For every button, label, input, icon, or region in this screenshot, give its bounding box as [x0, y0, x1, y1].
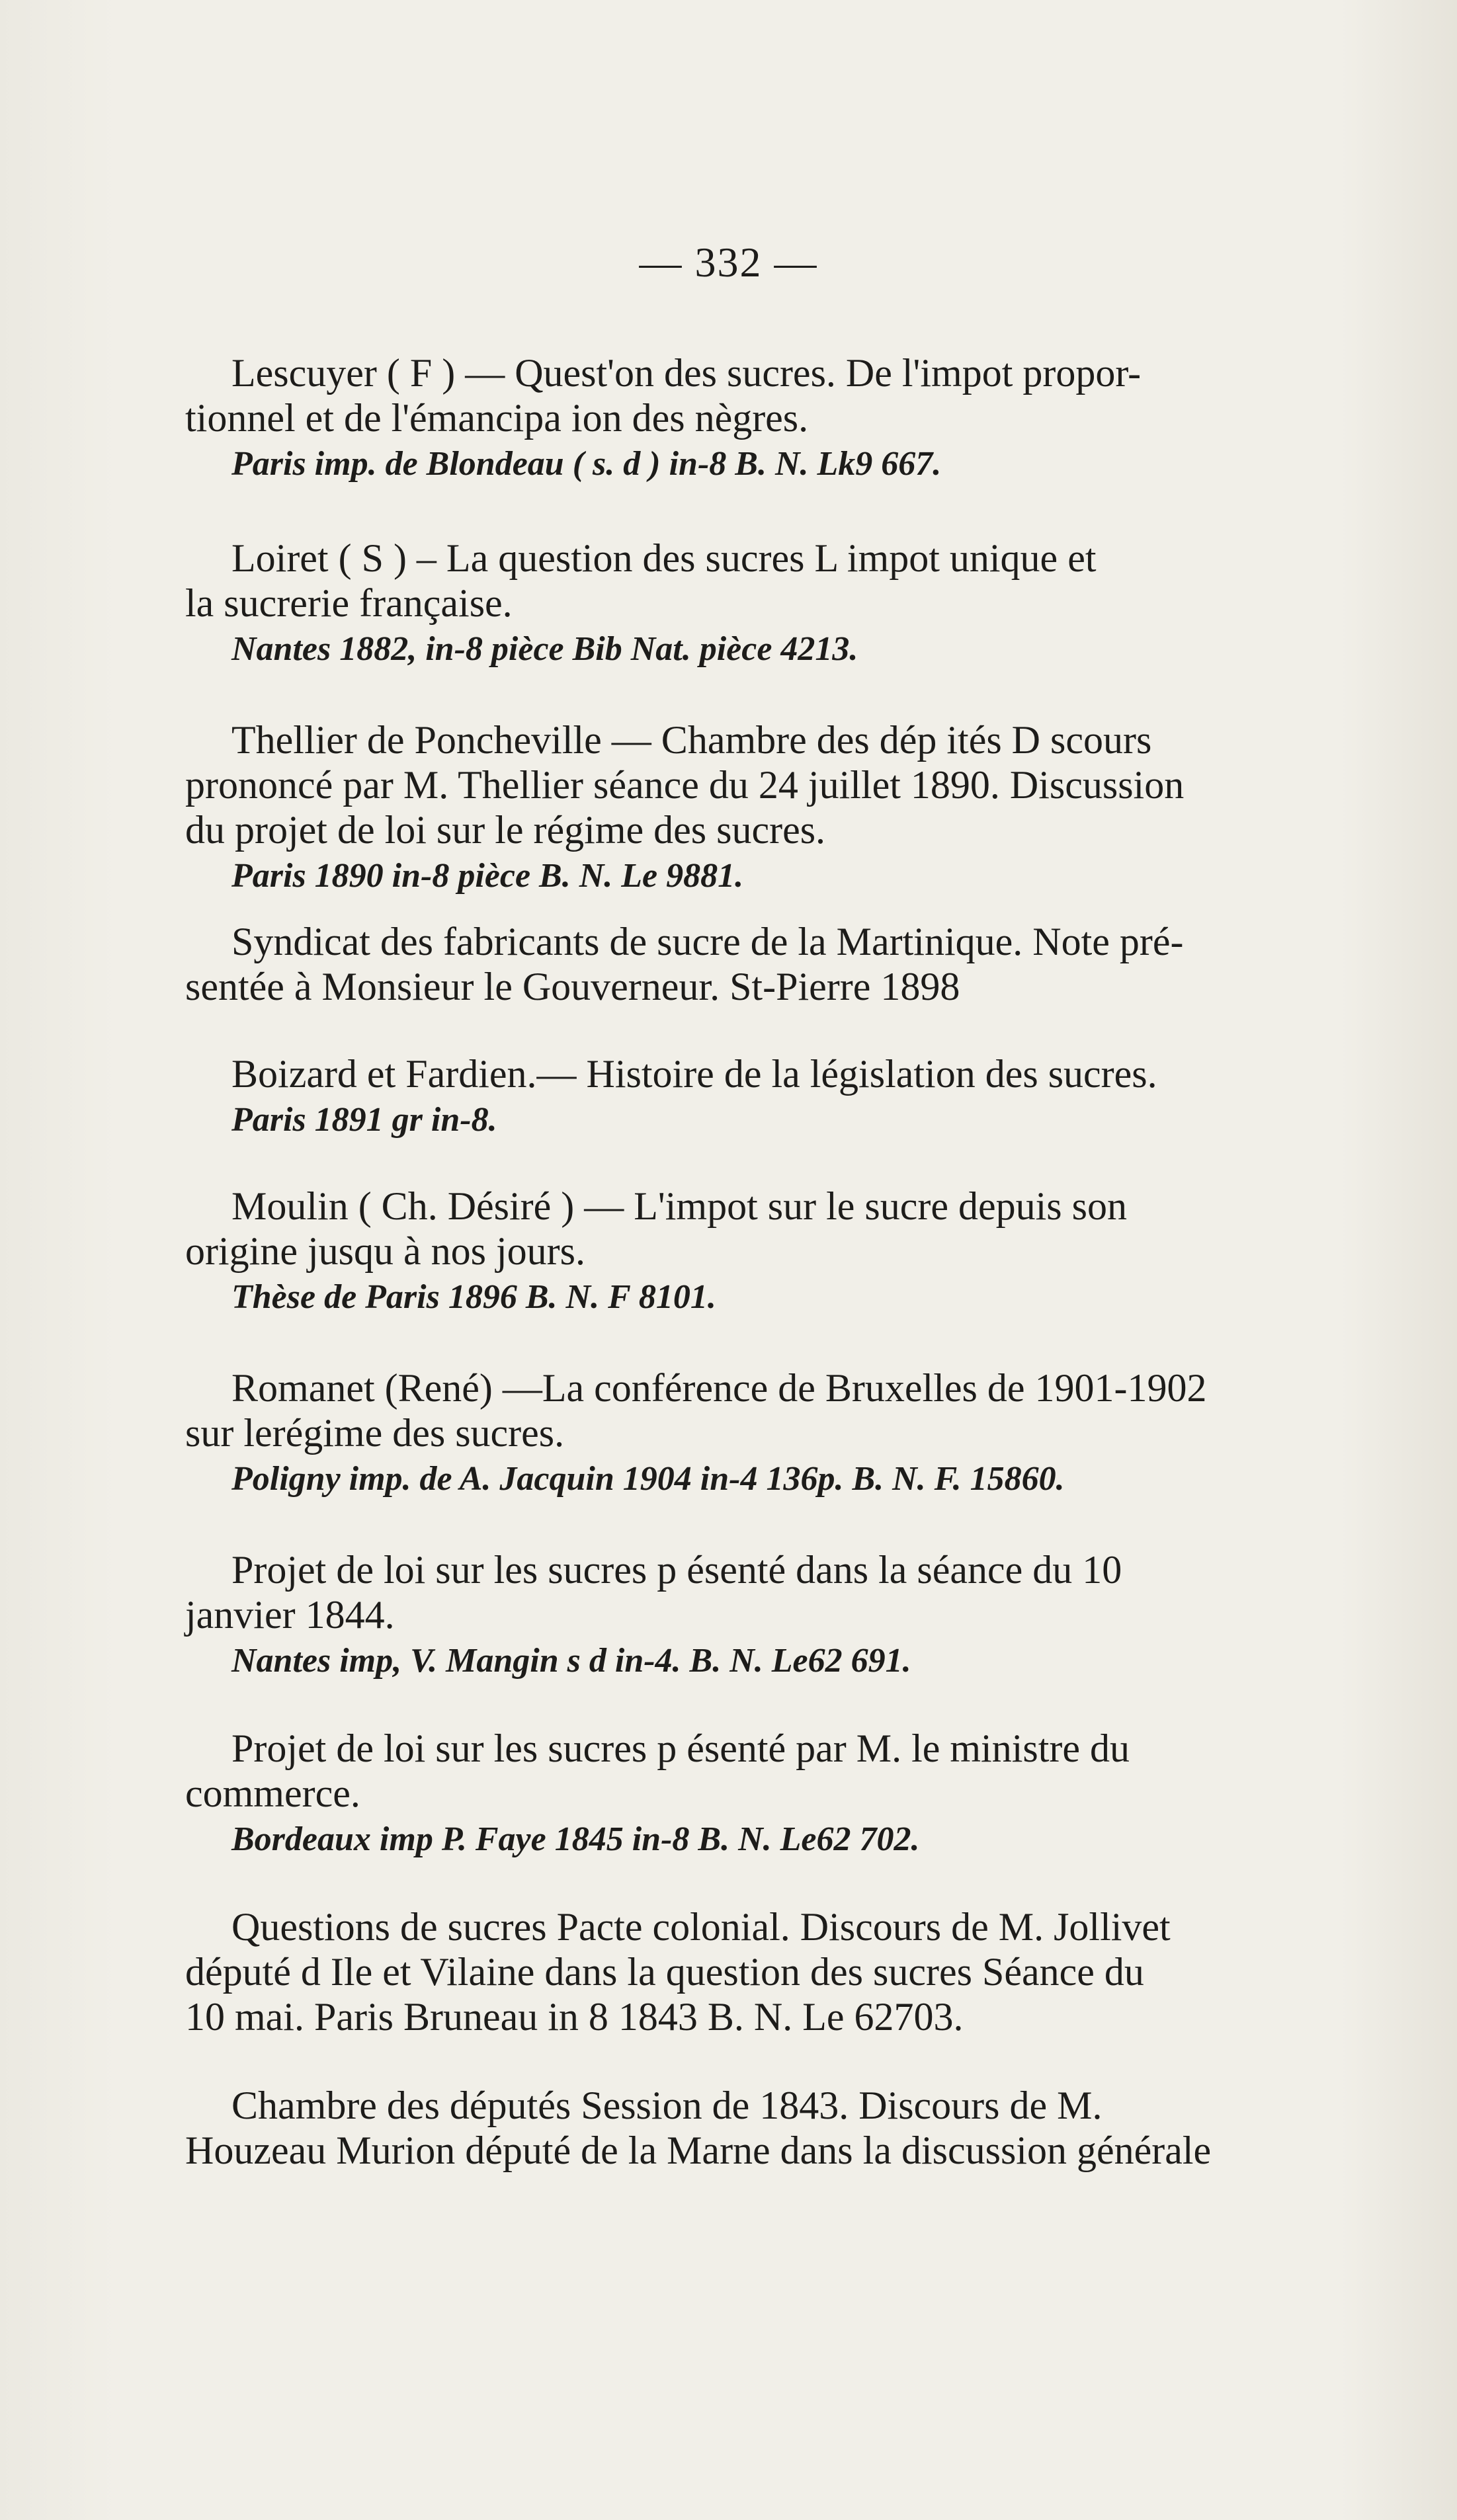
bibliography-entry	[185, 1726, 1323, 1861]
entry-line: du projet de loi sur le régime des sucres.	[185, 808, 826, 852]
publication-details: Poligny imp. de A. Jacquin 1904 in-4 136p. B. N. F. 15860.	[231, 1460, 1065, 1498]
bibliography-entry	[185, 717, 1323, 897]
publication-details: Paris 1891 gr in-8.	[231, 1101, 497, 1139]
entry-line: Questions de sucres Pacte colonial. Discours de M. Jollivet	[231, 1905, 1171, 1949]
entry-line: Thellier de Poncheville — Chambre des dép ités D scours	[231, 718, 1152, 762]
publication-details: Nantes 1882, in-8 pièce Bib Nat. pièce 4213.	[231, 630, 858, 668]
entry-line: janvier 1844.	[185, 1593, 395, 1637]
entry-line: sentée à Monsieur le Gouverneur. St-Pierre 1898	[185, 965, 960, 1008]
entry-line: Lescuyer ( F ) — Quest'on des sucres. De l'impot propor-	[231, 351, 1142, 395]
entry-line: commerce.	[185, 1771, 360, 1815]
bibliography-entry	[185, 2083, 1323, 2173]
bibliography-entry	[185, 350, 1323, 485]
entry-line: Projet de loi sur les sucres p ésenté par M. le ministre du	[231, 1727, 1130, 1770]
publication-details: Thèse de Paris 1896 B. N. F 8101.	[231, 1278, 716, 1316]
entry-line: sur lerégime des sucres.	[185, 1411, 565, 1455]
entry-line: origine jusqu à nos jours.	[185, 1229, 585, 1273]
entry-line: Houzeau Murion député de la Marne dans la discussion générale	[185, 2129, 1212, 2172]
entry-line: Syndicat des fabricants de sucre de la Martinique. Note pré-	[231, 920, 1184, 963]
page-number: — 332 —	[639, 239, 818, 286]
bibliography-entry	[185, 1051, 1323, 1141]
entry-line: la sucrerie française.	[185, 581, 513, 625]
entry-line: 10 mai. Paris Bruneau in 8 1843 B. N. Le 62703.	[185, 1995, 964, 2039]
entry-line: Chambre des députés Session de 1843. Discours de M.	[231, 2084, 1103, 2127]
bibliography-entry	[185, 1547, 1323, 1682]
publication-details: Paris 1890 in-8 pièce B. N. Le 9881.	[231, 857, 744, 895]
publication-details: Nantes imp, V. Mangin s d in-4. B. N. Le62 691.	[231, 1642, 911, 1680]
entry-line: prononcé par M. Thellier séance du 24 juillet 1890. Discussion	[185, 763, 1185, 807]
entry-line: député d Ile et Vilaine dans la question des sucres Séance du	[185, 1950, 1144, 1994]
bibliography-entry	[185, 919, 1323, 1009]
entry-line: Boizard et Fardien.— Histoire de la législation des sucres.	[231, 1052, 1157, 1096]
publication-details: Paris imp. de Blondeau ( s. d ) in-8 B. N. Lk9 667.	[231, 445, 942, 483]
bibliography-entry	[185, 1365, 1323, 1500]
entry-line: Projet de loi sur les sucres p ésenté dans la séance du 10	[231, 1548, 1122, 1592]
entry-line: Loiret ( S ) – La question des sucres L impot unique et	[231, 536, 1097, 580]
entry-line: Romanet (René) —La conférence de Bruxelles de 1901-1902	[231, 1366, 1207, 1410]
entry-line: tionnel et de l'émancipa ion des nègres.	[185, 396, 809, 440]
bibliography-entry	[185, 1184, 1323, 1319]
entry-line: Moulin ( Ch. Désiré ) — L'impot sur le sucre depuis son	[231, 1184, 1127, 1228]
bibliography-entry	[185, 536, 1323, 671]
bibliography-entry	[185, 1904, 1323, 2039]
publication-details: Bordeaux imp P. Faye 1845 in-8 B. N. Le62 702.	[231, 1820, 920, 1858]
